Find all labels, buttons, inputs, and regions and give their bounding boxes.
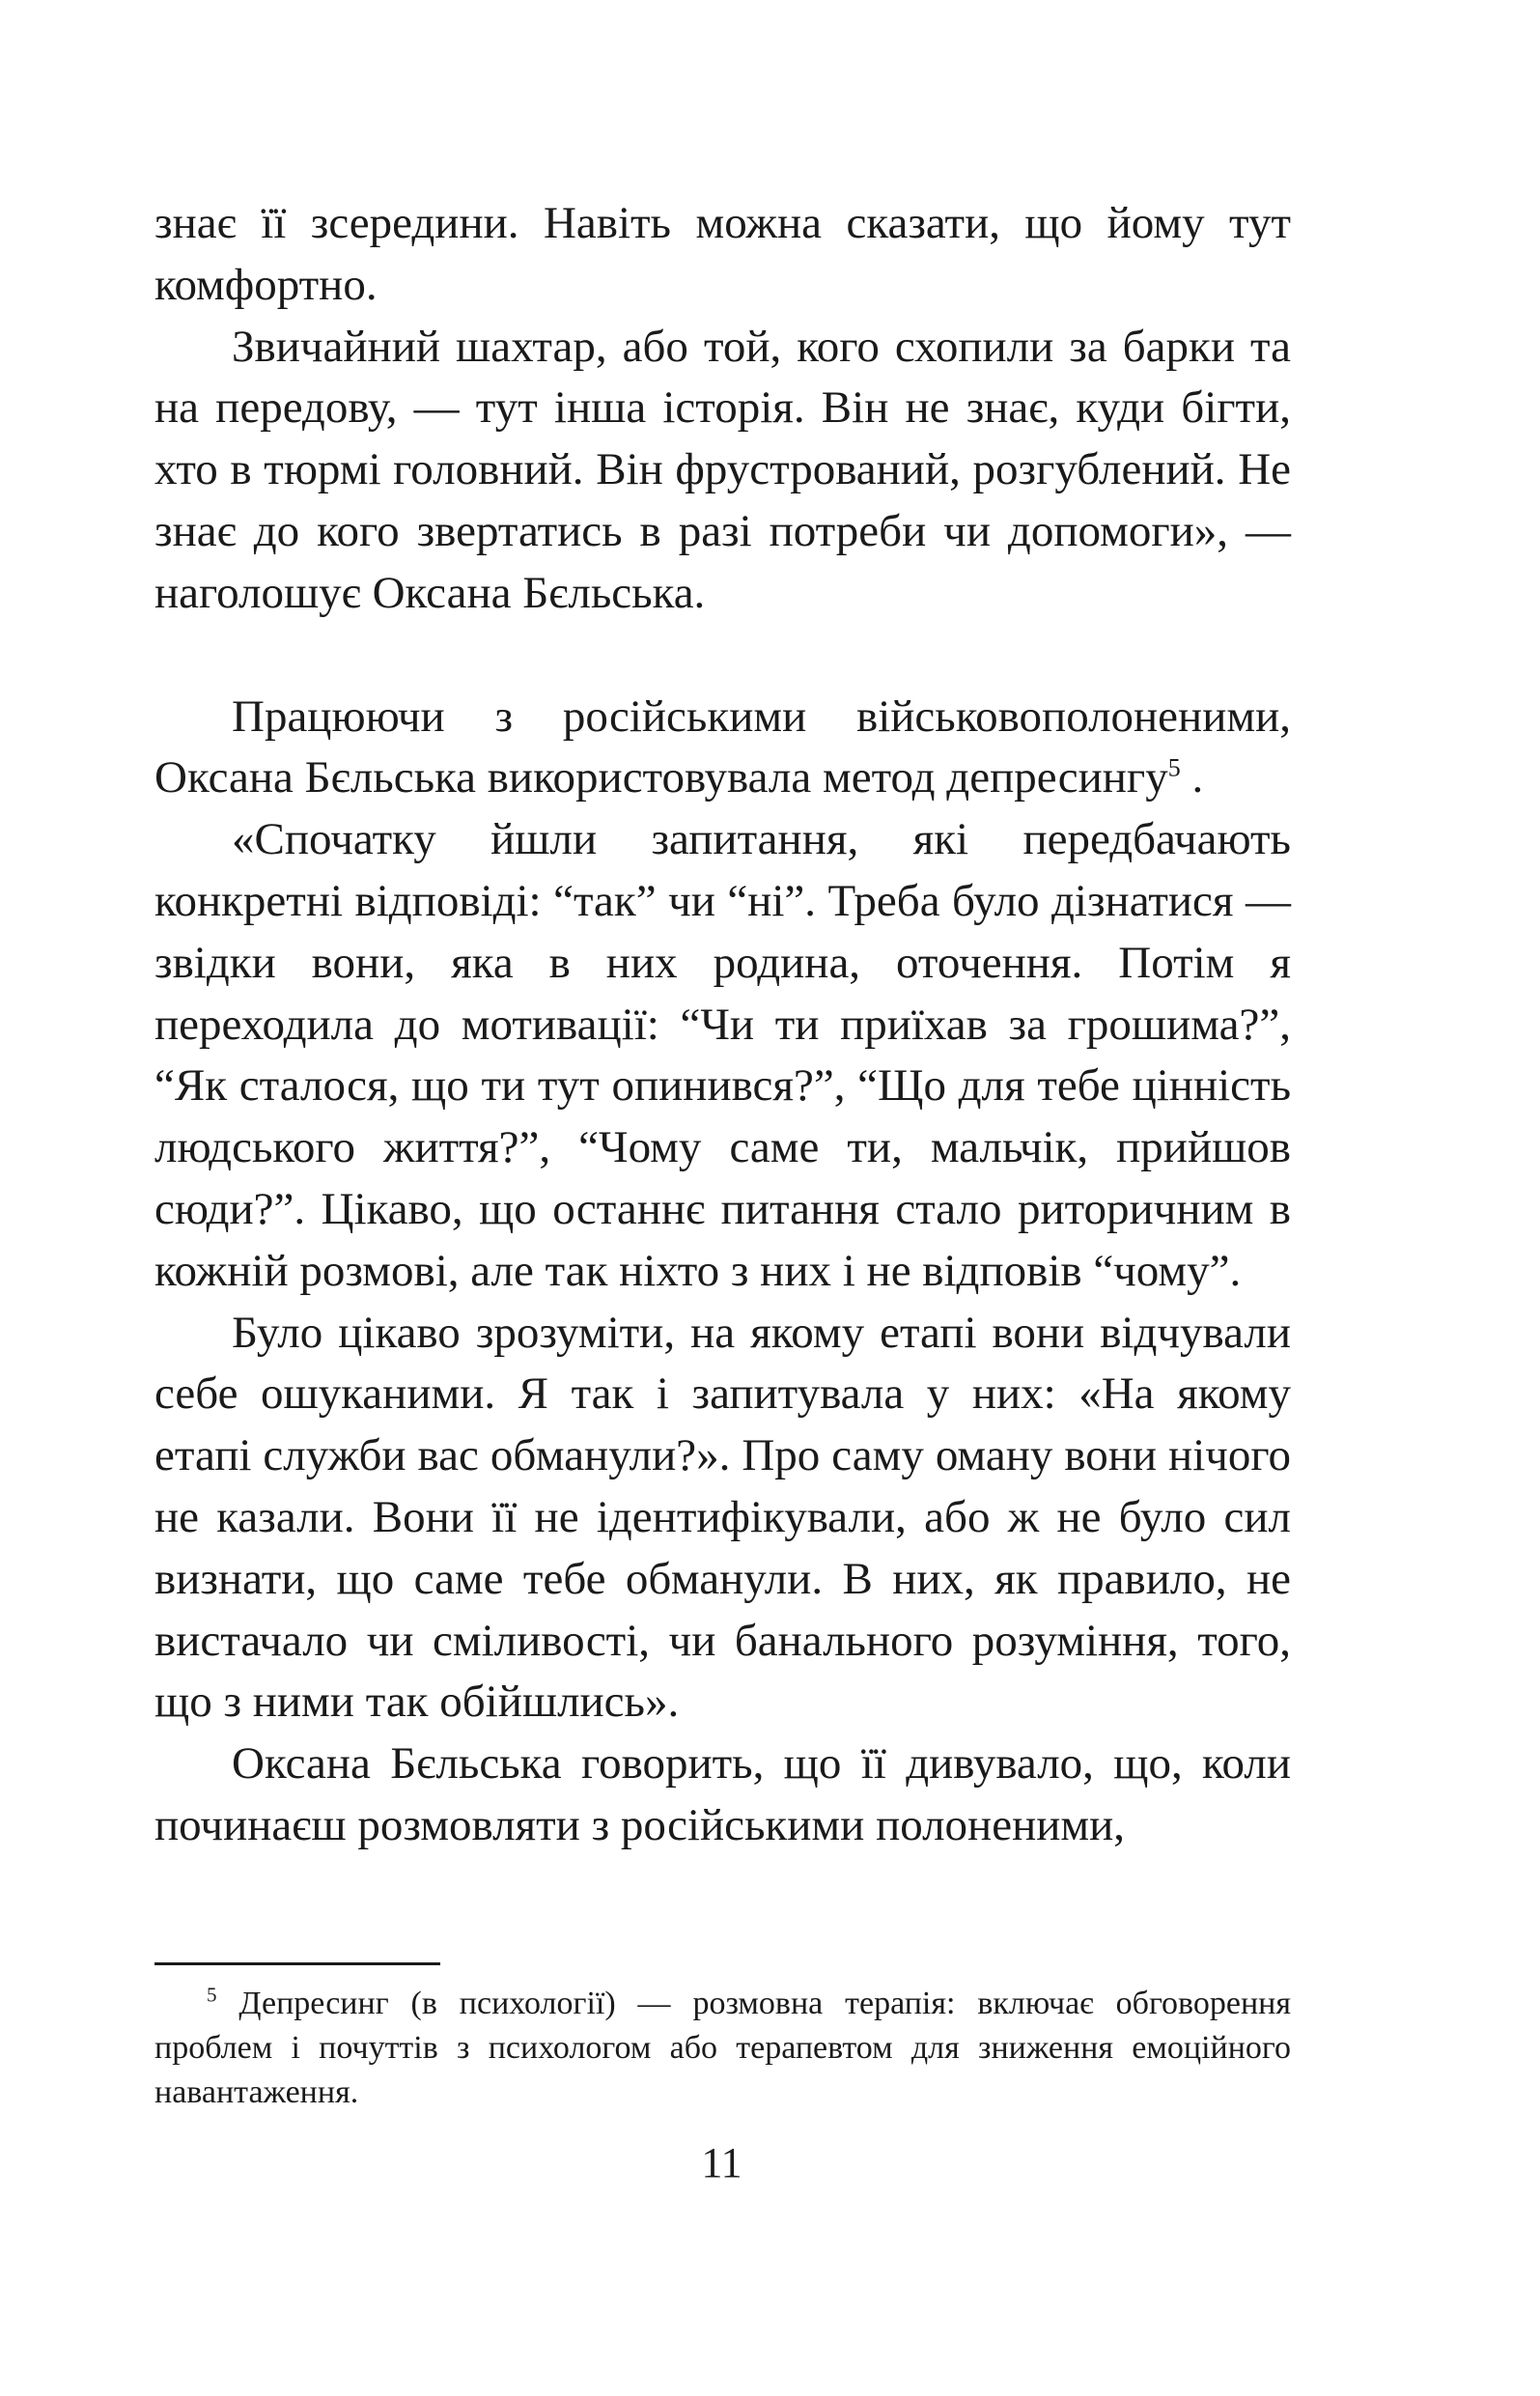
paragraph: знає її зсередини. Навіть можна сказати, що йому тут комфортно. (154, 198, 1291, 310)
footnote-marker: 5 (207, 1983, 217, 2007)
footnote-text: Депресинг (в психології) — розмовна терапія: включає обговорення проблем і почуттів з психологом або терапевтом для зниження емоційного навантаження. (154, 1986, 1291, 2110)
page-number: 11 (701, 2139, 742, 2186)
paragraph-tail: . (1180, 752, 1204, 803)
paragraph: Було цікаво зрозуміти, на якому етапі вони відчували себе ошуканими. Я так і запитувала у них: «На якому етапі служби вас обманули?». Про саму оману вони нічого не казали. Вони її не ідентифікували, або ж не було сил визнати, що саме тебе обманули. В них, як правило, не вистачало чи сміливості, чи банального розуміння, того, що з ними так обійшлись». (154, 1307, 1291, 1728)
footnote-divider (154, 1962, 440, 1965)
paragraph: «Спочатку йшли запитання, які передбачають конкретні відповіді: “так” чи “ні”. Треба було дізнатися — звідки вони, яка в них родина, оточення. Потім я переходила до мотивації: “Чи ти приїхав за грошима?”, “Як сталося, що ти тут опинився?”, “Що для тебе цінність людського життя?”, “Чому саме ти, мальчік, прийшов сюди?”. Цікаво, що останнє питання стало риторичним в кожній розмові, але так ніхто з них і не відповів “чому”. (154, 814, 1291, 1296)
paragraph: Звичайний шахтар, або той, кого схопили за барки та на передову, — тут інша історія. Він не знає, куди бігти, хто в тюрмі головний. Він фрустрований, розгублений. Не знає до кого звертатись в разі потреби чи допомоги», — наголошує Оксана Бєльська. (154, 321, 1291, 618)
paragraph-text: Працюючи з російськими військовополоненими, Оксана Бєльська використовувала метод депресингу (154, 691, 1291, 803)
footnote-reference[interactable]: 5 (1167, 753, 1181, 782)
footnote (154, 1982, 1291, 2115)
paragraph: Оксана Бєльська говорить, що її дивувало, що, коли починаєш розмовляти з російськими полоненими, (154, 1738, 1291, 1850)
paragraph (154, 687, 1291, 810)
body-text (154, 193, 1291, 1857)
